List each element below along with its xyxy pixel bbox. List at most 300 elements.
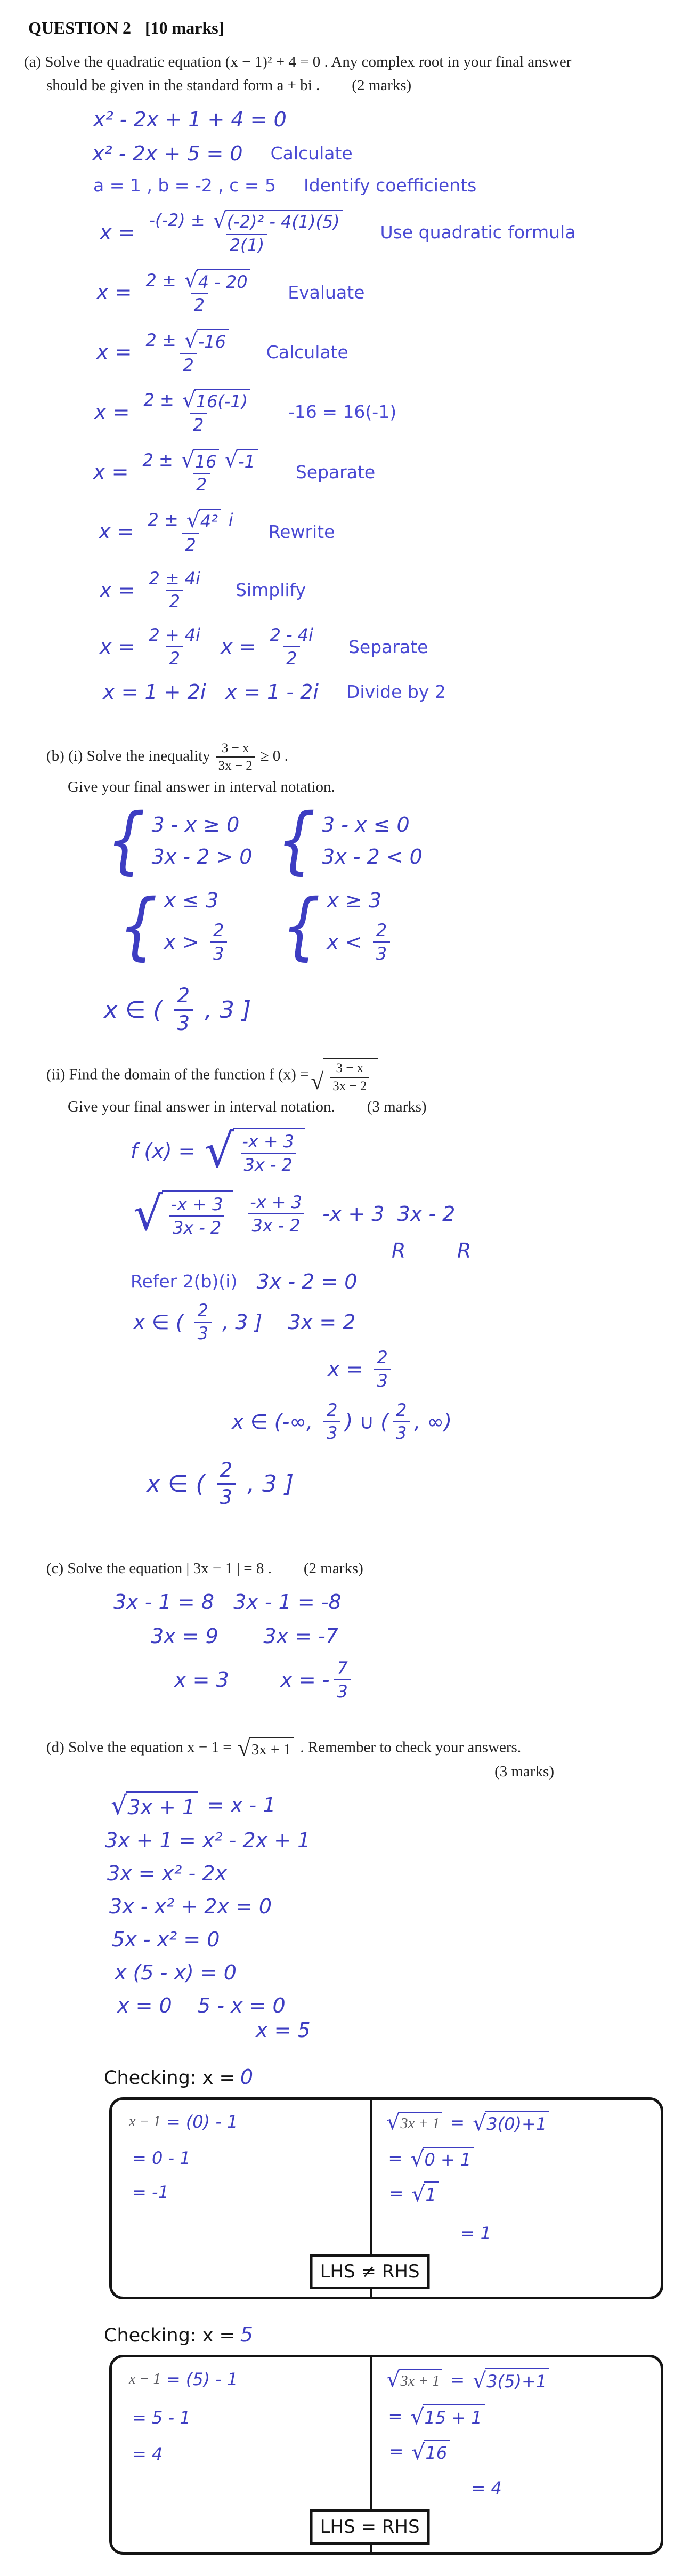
part-bii-marks: (3 marks) xyxy=(367,1098,427,1116)
fraction-numerator xyxy=(141,389,256,413)
radical-sign: √ xyxy=(411,2440,425,2465)
equation xyxy=(389,2181,441,2205)
part-d-marks: (3 marks) xyxy=(494,1763,554,1781)
hw-text: = x - 1 xyxy=(200,1793,276,1817)
hw-text xyxy=(256,914,281,938)
hw-text: 2 xyxy=(169,591,180,612)
math-step xyxy=(108,1791,671,1819)
math-step xyxy=(112,1928,671,1951)
radicand xyxy=(197,329,228,352)
hw-text: ) ∪ ( xyxy=(345,1410,389,1434)
equation xyxy=(384,2368,551,2392)
radical-sign: √ xyxy=(410,2147,424,2172)
fraction-numerator xyxy=(374,1348,391,1368)
math-step xyxy=(113,1590,671,1614)
part-bii-prompt xyxy=(46,1058,671,1093)
fraction-denominator xyxy=(174,1009,193,1035)
printed-text: x − 1 xyxy=(129,2113,161,2130)
fraction-numerator xyxy=(146,210,348,234)
equation xyxy=(93,175,276,196)
equation xyxy=(99,509,241,554)
hw-text: 2 ± xyxy=(145,330,182,351)
part-bi-prompt-pre: (b) (i) Solve the inequality xyxy=(46,747,210,764)
equation xyxy=(388,2147,476,2170)
equation xyxy=(100,210,353,255)
part-bii-note-line xyxy=(68,1097,671,1117)
hw-text: = xyxy=(445,2112,470,2132)
hw-text: 2 ± 4i xyxy=(149,568,200,589)
fraction-numerator: 3 − x xyxy=(336,1061,364,1076)
hw-text: x ∈ ( xyxy=(104,996,170,1024)
radical-sign: √ xyxy=(184,268,198,293)
system-row xyxy=(322,845,423,868)
annotation: Use quadratic formula xyxy=(380,222,576,243)
radical-sign: √ xyxy=(473,2111,486,2136)
annotation: Rewrite xyxy=(268,521,335,542)
part-a-work xyxy=(24,108,671,704)
equation xyxy=(147,1459,294,1509)
hw-text: 2 xyxy=(193,295,205,316)
radical xyxy=(213,210,343,232)
fraction-numerator xyxy=(174,985,193,1009)
radical-sign: √ xyxy=(410,2404,424,2429)
math-step xyxy=(232,1400,671,1444)
system-rows xyxy=(322,813,423,868)
math-step xyxy=(131,1187,671,1242)
hw-text: -x + 3 3x - 2 xyxy=(309,1202,456,1226)
fraction-denominator xyxy=(193,473,210,495)
hw-text: 16 xyxy=(425,2442,448,2463)
hw-text: 3x = x² - 2x xyxy=(107,1861,227,1885)
hw-text: 3x - 2 xyxy=(172,1217,222,1238)
fraction-denominator xyxy=(190,413,207,435)
fraction-numerator: 3 − x xyxy=(221,740,249,755)
math-step xyxy=(328,1348,671,1391)
hw-text: 2 xyxy=(377,1347,388,1367)
system-row xyxy=(164,889,232,912)
hw-text: x = 1 + 2i x = 1 - 2i xyxy=(103,680,319,704)
radicand xyxy=(485,2368,549,2392)
radicand xyxy=(197,269,250,292)
equation xyxy=(131,1187,456,1242)
part-a-marks: (2 marks) xyxy=(352,77,412,94)
hw-text: 3 xyxy=(377,1370,388,1391)
fraction-numerator xyxy=(210,921,227,941)
radical-sign: √ xyxy=(204,1124,234,1179)
hw-text: -16 xyxy=(198,332,226,352)
hw-text: 3 - x ≥ 0 xyxy=(151,812,240,836)
hw-text: 3(5)+1 xyxy=(486,2371,547,2392)
equation xyxy=(117,1994,286,2017)
math-step xyxy=(107,797,671,883)
fraction-denominator xyxy=(194,1322,212,1343)
rhs-work xyxy=(380,2368,650,2498)
radical xyxy=(411,2440,450,2463)
radical-sign: √ xyxy=(133,1187,163,1242)
hw-text: 15 + 1 xyxy=(424,2407,482,2428)
math-step xyxy=(384,2368,650,2392)
fraction xyxy=(373,921,390,964)
math-step xyxy=(100,210,671,255)
printed-text: x − 1 xyxy=(129,2371,161,2388)
equation xyxy=(119,883,419,968)
fraction-numerator xyxy=(194,1301,212,1322)
annotation: Identify coefficients xyxy=(304,174,477,196)
radical xyxy=(386,2112,442,2133)
fraction-denominator xyxy=(191,293,208,315)
hw-text: = xyxy=(389,2441,409,2461)
hw-text: 3x - 2 < 0 xyxy=(321,844,423,868)
equation xyxy=(112,1928,220,1951)
fraction xyxy=(168,1195,226,1238)
equation xyxy=(104,985,251,1035)
hw-text: x ∈ ( xyxy=(133,1310,190,1334)
system-brace xyxy=(281,883,394,968)
math-step xyxy=(115,1961,671,1984)
annotation: Separate xyxy=(295,461,376,482)
hw-text: 3x - 2 > 0 xyxy=(151,844,253,868)
hw-text: 2 ± xyxy=(148,510,184,530)
annotation: Simplify xyxy=(235,579,306,601)
radical-sign: √ xyxy=(237,1735,250,1761)
equation xyxy=(108,1791,275,1819)
hw-text: 3 xyxy=(337,1681,348,1702)
radical-sign: √ xyxy=(186,508,200,533)
fraction-numerator xyxy=(145,509,237,533)
radical-sign: √ xyxy=(386,2110,400,2135)
checking-prefix: Checking: x = xyxy=(104,2067,235,2089)
radical-sign: √ xyxy=(184,328,198,353)
part-d-prompt-post: . Remember to check your answers. xyxy=(296,1738,522,1756)
math-step xyxy=(131,1124,671,1179)
equation xyxy=(93,449,268,495)
radical-sign: √ xyxy=(311,1068,324,1094)
part-bii xyxy=(24,1058,671,1509)
hw-text: 0 + 1 xyxy=(424,2150,472,2170)
radical xyxy=(111,1791,198,1819)
fraction-numerator xyxy=(217,1459,236,1483)
fraction-denominator xyxy=(210,941,227,963)
math-step xyxy=(105,1829,671,1852)
equation xyxy=(384,2111,551,2134)
hw-text: x = 5 xyxy=(256,2018,311,2042)
math-step xyxy=(471,2478,650,2498)
radical-sign: √ xyxy=(473,2369,486,2393)
fraction-numerator xyxy=(143,329,234,353)
lhs-work xyxy=(124,2112,366,2202)
math-step xyxy=(117,1994,671,2017)
hw-text: , 3 ] xyxy=(197,996,251,1024)
lhs-column xyxy=(124,2108,366,2243)
math-step xyxy=(107,1862,671,1885)
hw-text: 3x = 9 3x = -7 xyxy=(151,1624,338,1648)
radical-sign: √ xyxy=(386,2368,400,2393)
hw-text: 3 xyxy=(177,1011,190,1035)
part-d-work xyxy=(24,1791,671,2042)
math-step xyxy=(388,2404,650,2428)
fraction-denominator xyxy=(166,590,183,611)
equation xyxy=(100,569,208,612)
fraction-denominator xyxy=(180,353,197,375)
part-bii-prompt-pre: (ii) Find the domain of the function f (x) = xyxy=(46,1066,309,1083)
hw-text xyxy=(236,1202,242,1226)
radical xyxy=(186,509,221,532)
hw-text: x > xyxy=(164,930,206,954)
fraction xyxy=(141,389,256,435)
fraction-denominator: 3x − 2 xyxy=(330,1077,369,1094)
hw-text: 2 xyxy=(169,648,180,669)
fraction-denominator xyxy=(182,533,199,554)
part-c-prompt-text: (c) Solve the equation | 3x − 1 | = 8 . xyxy=(46,1559,272,1577)
equation xyxy=(100,625,321,669)
hw-text: (-2)² - 4(1)(5) xyxy=(226,212,340,232)
radical xyxy=(410,2147,474,2170)
fraction xyxy=(194,1301,212,1344)
equation xyxy=(132,2182,169,2202)
radicand xyxy=(225,210,342,232)
equation xyxy=(389,2440,452,2463)
hw-text: 3 xyxy=(220,1486,233,1509)
question-header xyxy=(28,18,671,38)
hw-text: = (5) - 1 xyxy=(160,2369,238,2390)
fraction-denominator xyxy=(166,646,183,668)
hw-text: 2 - 4i xyxy=(270,625,313,645)
fraction xyxy=(323,1400,340,1444)
hw-text: = 4 xyxy=(132,2444,163,2465)
hw-text: x = 3 x = - xyxy=(174,1668,330,1692)
part-bi-work xyxy=(24,797,671,1035)
annotation: Calculate xyxy=(270,143,353,164)
math-step xyxy=(256,2018,671,2042)
radical xyxy=(182,389,250,412)
hw-text: 3 xyxy=(197,1323,208,1344)
math-step xyxy=(96,269,671,315)
hw-text: x = xyxy=(96,280,139,304)
radical xyxy=(411,2181,439,2205)
fraction xyxy=(267,625,316,669)
part-bi xyxy=(24,741,671,1035)
math-step xyxy=(132,2444,366,2464)
equation xyxy=(131,1270,357,1293)
radical xyxy=(473,2111,549,2134)
radical-sign: √ xyxy=(111,1791,127,1821)
radicand xyxy=(199,509,220,532)
math-step xyxy=(94,389,671,435)
checking-label-x5 xyxy=(104,2323,671,2346)
printed-radical xyxy=(311,1058,378,1093)
hw-text: x ∈ (-∞, xyxy=(232,1410,320,1434)
part-bii-note-text: Give your final answer in interval notation. xyxy=(68,1098,335,1116)
radical xyxy=(184,329,229,352)
hw-text: 3 xyxy=(376,943,387,964)
hw-text: -x + 3 xyxy=(242,1131,295,1152)
fraction-numerator xyxy=(247,1193,305,1213)
math-step xyxy=(151,1624,671,1648)
hw-text: 2 xyxy=(185,534,196,555)
hw-text: 2 ± xyxy=(145,270,182,291)
equation xyxy=(256,2018,311,2042)
math-step xyxy=(109,1895,671,1918)
hw-text: 16(-1) xyxy=(196,391,248,412)
math-step xyxy=(92,142,671,165)
hw-text: 3(0)+1 xyxy=(486,2113,547,2134)
math-step xyxy=(388,2147,650,2170)
math-step xyxy=(129,2112,366,2132)
part-bi-note-line: Give your final answer in interval notation. xyxy=(68,778,335,795)
math-step xyxy=(392,1239,671,1262)
math-step xyxy=(133,1301,671,1344)
question-title: QUESTION 2 xyxy=(28,18,131,37)
checking-prefix: Checking: x = xyxy=(104,2325,235,2347)
fraction xyxy=(334,1659,351,1702)
math-step xyxy=(93,175,671,196)
rhs-column xyxy=(366,2366,650,2499)
hw-text: -(-2) ± xyxy=(149,210,210,231)
math-step xyxy=(93,108,671,131)
hw-text: x = xyxy=(96,340,139,364)
hw-text: 7 xyxy=(337,1658,348,1679)
hw-text: x = xyxy=(328,1357,370,1381)
annotation: Refer 2(b)(i) xyxy=(131,1271,238,1292)
brace-glyph: { xyxy=(119,883,158,968)
system-rows xyxy=(164,889,232,964)
radical xyxy=(410,2404,484,2428)
radical xyxy=(204,1124,305,1179)
hw-text: x = xyxy=(100,635,142,659)
hw-text: x = xyxy=(100,578,142,602)
part-d xyxy=(24,1737,671,2555)
math-step xyxy=(460,2223,650,2243)
radical-sign: √ xyxy=(213,208,227,234)
math-step xyxy=(93,449,671,495)
part-c-marks: (2 marks) xyxy=(303,1559,363,1577)
equation xyxy=(109,1895,272,1918)
system-brace xyxy=(107,797,253,883)
fraction xyxy=(239,1132,297,1175)
radicand xyxy=(193,449,219,472)
fraction-numerator xyxy=(393,1400,410,1421)
math-step xyxy=(132,2148,366,2168)
annotation: a = 1 , b = -2 , c = 5 xyxy=(93,174,277,196)
radical-sign: √ xyxy=(182,388,196,413)
hw-text: 1 xyxy=(425,2185,436,2205)
annotation: Evaluate xyxy=(288,281,365,303)
fraction-numerator xyxy=(140,449,264,473)
hw-text: x = xyxy=(94,400,136,424)
fraction-numerator xyxy=(146,625,204,646)
system-row xyxy=(327,889,394,912)
radical xyxy=(224,449,258,472)
hw-text: 2 xyxy=(196,474,207,495)
radicand xyxy=(423,2404,485,2428)
fraction-denominator xyxy=(226,234,268,255)
math-step xyxy=(389,2440,650,2463)
fraction-denominator xyxy=(283,646,300,668)
hw-text: x = xyxy=(93,460,135,484)
math-step xyxy=(129,2369,366,2389)
equation xyxy=(103,680,319,704)
radical xyxy=(473,2368,549,2392)
fraction xyxy=(210,921,227,964)
hw-text: 3 xyxy=(327,1423,338,1444)
math-step xyxy=(132,2182,366,2202)
equation xyxy=(107,797,447,883)
hw-text: -1 xyxy=(238,451,255,472)
equation xyxy=(328,1348,395,1391)
brace-glyph: { xyxy=(107,797,145,883)
fraction xyxy=(393,1400,410,1444)
hw-text: 2 xyxy=(396,1399,407,1420)
fraction-denominator: 3x − 2 xyxy=(216,756,255,774)
hw-text: = 4 xyxy=(471,2477,502,2498)
hw-text: 2 ± xyxy=(143,390,180,410)
hw-text: i xyxy=(223,510,233,530)
part-c-prompt xyxy=(46,1558,671,1579)
radicand xyxy=(162,1190,233,1237)
system-rows xyxy=(327,889,394,964)
hw-text: -x + 3 xyxy=(250,1192,302,1213)
hw-text: x = xyxy=(207,635,263,659)
part-a-prompt-text: should be given in the standard form a + bi . xyxy=(46,77,320,94)
hw-text: 3x - x² + 2x = 0 xyxy=(109,1894,272,1918)
hw-text: = 5 - 1 xyxy=(132,2408,191,2428)
part-d-prompt-pre: (d) Solve the equation x − 1 = xyxy=(46,1738,236,1756)
math-step xyxy=(131,1270,671,1293)
hw-text: = 0 - 1 xyxy=(132,2147,191,2168)
annotation: Calculate xyxy=(266,341,348,363)
math-step xyxy=(389,2181,650,2205)
part-a-prompt-line2 xyxy=(46,75,671,95)
hw-text: 3x - 2 xyxy=(251,1215,301,1236)
hw-text: = xyxy=(389,2183,409,2204)
fraction-denominator xyxy=(334,1679,351,1701)
hw-text: x = xyxy=(99,520,141,544)
hw-text: = xyxy=(388,2148,408,2169)
question-marks: [10 marks] xyxy=(144,18,224,37)
fraction xyxy=(146,210,348,255)
hw-text: 2 xyxy=(327,1399,338,1420)
equation xyxy=(93,108,287,131)
radicand xyxy=(126,1791,198,1819)
system-row xyxy=(152,813,253,836)
radical-sign: √ xyxy=(224,448,238,473)
fraction-numerator xyxy=(323,1400,340,1421)
part-bi-prompt-post: ≥ 0 . xyxy=(260,747,288,764)
rhs-work xyxy=(380,2111,650,2243)
hw-text: 2 xyxy=(197,1300,208,1321)
annotation: Separate xyxy=(348,636,428,657)
equation xyxy=(232,1400,452,1444)
radicand xyxy=(399,2112,442,2133)
fraction-denominator xyxy=(393,1421,410,1443)
hw-text: f (x) = xyxy=(131,1139,202,1163)
radical xyxy=(181,449,219,472)
hw-text: 2 + 4i xyxy=(149,625,200,645)
math-step xyxy=(174,1659,671,1702)
hw-text: x ∈ ( xyxy=(147,1470,213,1498)
fraction-numerator xyxy=(334,1659,351,1679)
radical xyxy=(184,269,250,292)
fraction xyxy=(145,509,237,554)
equation xyxy=(388,2404,487,2428)
hw-text: 2 xyxy=(286,648,297,669)
equation xyxy=(107,1862,227,1885)
radicand xyxy=(237,449,258,472)
hw-text: 3 xyxy=(396,1423,407,1444)
hw-text: x < xyxy=(327,930,369,954)
math-step xyxy=(104,985,671,1035)
part-a-prompt-line1: (a) Solve the quadratic equation (x − 1)² + 4 = 0 . Any complex root in your final answer xyxy=(24,53,572,70)
